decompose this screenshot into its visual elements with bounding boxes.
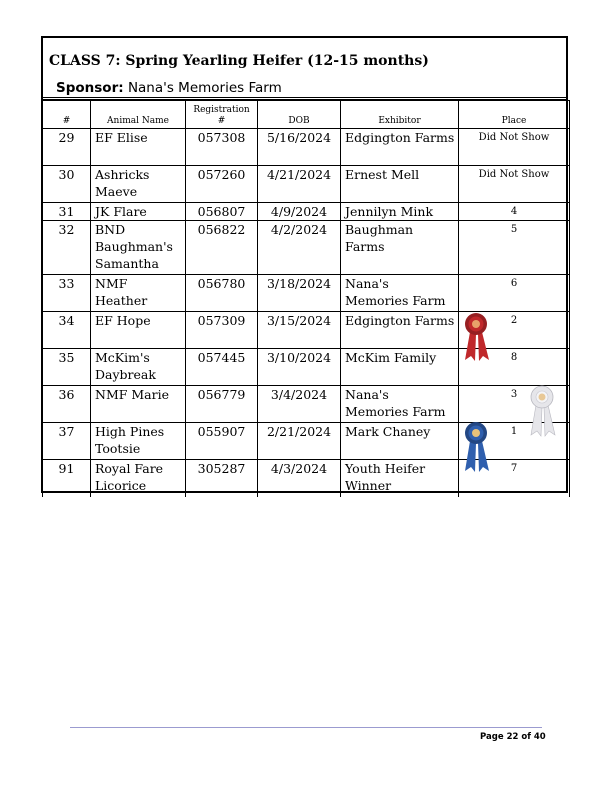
table-row	[43, 349, 570, 386]
exhibitor: McKim Family	[341, 349, 459, 386]
placing: 7	[459, 460, 570, 497]
table-row	[43, 460, 570, 497]
page-number	[480, 732, 546, 742]
registration-number: 057260	[186, 166, 258, 203]
class-panel	[41, 36, 568, 493]
red-ribbon-medal	[472, 320, 480, 328]
entry-number: 37	[43, 423, 91, 460]
table-row	[43, 275, 570, 312]
col-header-registration-line2: #	[217, 116, 226, 126]
exhibitor: Jennilyn Mink	[341, 203, 459, 221]
col-header-registration	[186, 101, 258, 129]
placing-cell	[459, 386, 570, 423]
placing: 1	[510, 426, 518, 437]
table-row	[43, 129, 570, 166]
class-title: CLASS 7: Spring Yearling Heifer (12-15 months)	[49, 53, 429, 69]
exhibitor: Nana's Memories Farm	[341, 275, 459, 312]
placing: 4	[459, 203, 570, 221]
footer-divider	[70, 727, 542, 728]
placing: 5	[459, 221, 570, 275]
registration-number: 056780	[186, 275, 258, 312]
col-header-animal: Animal Name	[91, 101, 186, 129]
placing: Did Not Show	[459, 129, 570, 166]
animal-name: EF Elise	[91, 129, 186, 166]
entry-number: 31	[43, 203, 91, 221]
date-of-birth: 3/10/2024	[258, 349, 341, 386]
entries-table	[42, 100, 570, 497]
entry-number: 91	[43, 460, 91, 497]
animal-name: BND Baughman's Samantha	[91, 221, 186, 275]
entry-number: 34	[43, 312, 91, 349]
page-total: 40	[533, 732, 546, 742]
animal-name: EF Hope	[91, 312, 186, 349]
table-row	[43, 221, 570, 275]
exhibitor: Baughman Farms	[341, 221, 459, 275]
col-header-number: #	[43, 101, 91, 129]
blue-ribbon-medal	[472, 429, 480, 437]
table-row	[43, 386, 570, 423]
table-row	[43, 312, 570, 349]
date-of-birth: 5/16/2024	[258, 129, 341, 166]
date-of-birth: 4/21/2024	[258, 166, 341, 203]
animal-name: Ashricks Maeve	[91, 166, 186, 203]
sponsor-label: Sponsor:	[56, 80, 124, 96]
registration-number: 056779	[186, 386, 258, 423]
exhibitor: Edgington Farms	[341, 312, 459, 349]
animal-name: JK Flare	[91, 203, 186, 221]
page-label: Page	[480, 732, 504, 742]
placing: 2	[510, 315, 518, 326]
placing: 3	[510, 389, 518, 400]
page-current: 22	[506, 732, 519, 742]
registration-number: 057445	[186, 349, 258, 386]
col-header-registration-line1: Registration	[193, 105, 250, 115]
col-header-dob: DOB	[258, 101, 341, 129]
placing-cell	[459, 312, 570, 349]
sponsor-name: Nana's Memories Farm	[127, 80, 282, 96]
col-header-exhibitor: Exhibitor	[341, 101, 459, 129]
registration-number: 056807	[186, 203, 258, 221]
date-of-birth: 4/2/2024	[258, 221, 341, 275]
animal-name: NMF Marie	[91, 386, 186, 423]
placing: 8	[459, 349, 570, 386]
animal-name: High Pines Tootsie	[91, 423, 186, 460]
date-of-birth: 3/4/2024	[258, 386, 341, 423]
placing-cell	[459, 423, 570, 460]
date-of-birth: 4/3/2024	[258, 460, 341, 497]
registration-number: 057308	[186, 129, 258, 166]
placing: Did Not Show	[459, 166, 570, 203]
exhibitor: Youth Heifer Winner	[341, 460, 459, 497]
registration-number: 305287	[186, 460, 258, 497]
entry-number: 35	[43, 349, 91, 386]
registration-number: 055907	[186, 423, 258, 460]
date-of-birth: 4/9/2024	[258, 203, 341, 221]
placing: 6	[459, 275, 570, 312]
page-of: of	[521, 732, 531, 742]
sponsor-line	[56, 80, 282, 96]
animal-name: McKim's Daybreak	[91, 349, 186, 386]
animal-name: Royal Fare Licorice	[91, 460, 186, 497]
entry-number: 33	[43, 275, 91, 312]
exhibitor: Ernest Mell	[341, 166, 459, 203]
date-of-birth: 3/18/2024	[258, 275, 341, 312]
table-row	[43, 423, 570, 460]
entry-number: 36	[43, 386, 91, 423]
registration-number: 057309	[186, 312, 258, 349]
entry-number: 30	[43, 166, 91, 203]
table-header-row	[43, 101, 570, 129]
table-row	[43, 203, 570, 221]
exhibitor: Edgington Farms	[341, 129, 459, 166]
col-header-place: Place	[459, 101, 570, 129]
animal-name: NMF Heather	[91, 275, 186, 312]
entry-number: 32	[43, 221, 91, 275]
registration-number: 056822	[186, 221, 258, 275]
white-ribbon-medal	[539, 394, 546, 401]
entry-number: 29	[43, 129, 91, 166]
exhibitor: Mark Chaney	[341, 423, 459, 460]
date-of-birth: 3/15/2024	[258, 312, 341, 349]
table-row	[43, 166, 570, 203]
date-of-birth: 2/21/2024	[258, 423, 341, 460]
exhibitor: Nana's Memories Farm	[341, 386, 459, 423]
